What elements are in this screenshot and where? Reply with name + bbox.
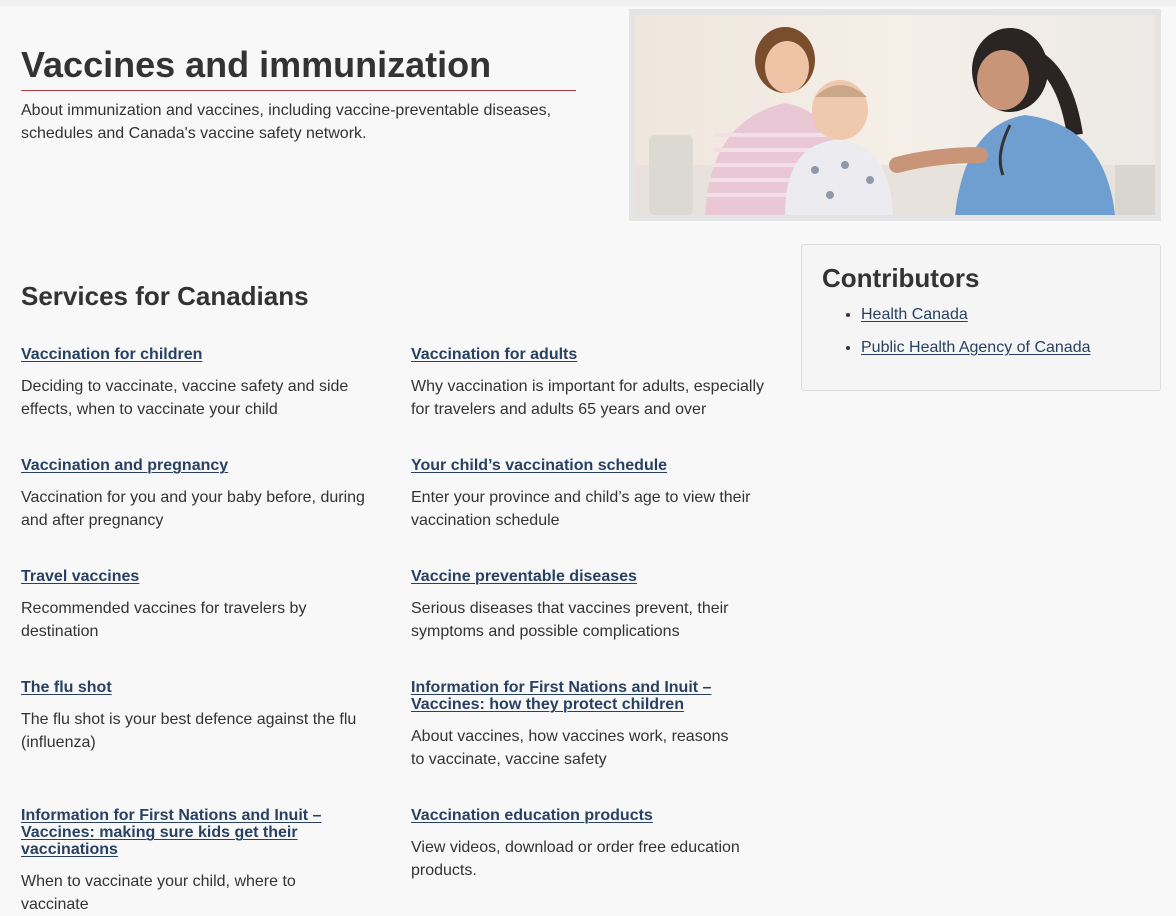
service-vaccination-for-adults (411, 346, 771, 421)
service-description: When to vaccinate your child, where to vaccinate (21, 873, 296, 913)
contributor-item (861, 305, 1090, 325)
page-intro: About immunization and vaccines, including vaccine-preventable diseases, schedules and Canada's vaccine safety network. (21, 102, 552, 142)
service-travel-vaccines (21, 568, 381, 643)
contributor-link-phac[interactable]: Public Health Agency of Canada (861, 339, 1091, 356)
service-link[interactable]: Your child’s vaccination schedule (411, 457, 668, 474)
service-description: About vaccines, how vaccines work, reasons to vaccinate, vaccine safety (411, 728, 729, 768)
contributor-item (861, 338, 1090, 358)
service-link[interactable]: Vaccine preventable diseases (411, 568, 637, 585)
contributors-panel (801, 244, 1161, 391)
service-link[interactable]: Vaccination for adults (411, 346, 578, 363)
service-link[interactable]: The flu shot (21, 679, 112, 696)
service-vaccination-for-children (21, 346, 381, 421)
service-description: Serious diseases that vaccines prevent, their symptoms and possible complications (411, 600, 729, 640)
service-vaccination-education-products (411, 807, 771, 882)
service-description: Recommended vaccines for travelers by destination (21, 600, 307, 640)
service-first-nations-how-vaccines-protect (411, 679, 731, 771)
service-description: Deciding to vaccinate, vaccine safety and side effects, when to vaccinate your child (21, 378, 349, 418)
services-title: Services for Canadians (21, 281, 309, 311)
service-link[interactable]: Vaccination for children (21, 346, 203, 363)
hero-image (635, 15, 1155, 215)
service-vaccination-and-pregnancy (21, 457, 381, 532)
service-link[interactable]: Vaccination education products (411, 807, 653, 824)
service-link[interactable]: Information for First Nations and Inuit – Vaccines: how they protect children (411, 679, 712, 713)
service-flu-shot (21, 679, 381, 754)
service-child-vaccination-schedule (411, 457, 771, 532)
top-strip (0, 0, 1176, 6)
service-first-nations-kids-vaccinations (21, 807, 341, 916)
page-title: Vaccines and immunization (21, 44, 492, 85)
hero-image-frame (629, 9, 1161, 221)
service-vaccine-preventable-diseases (411, 568, 771, 643)
service-description: Why vaccination is important for adults, especially for travelers and adults 65 years and over (411, 378, 765, 418)
contributors-title: Contributors (822, 263, 980, 293)
service-description: Vaccination for you and your baby before, during and after pregnancy (21, 489, 365, 529)
contributors-list (822, 305, 1090, 371)
service-description: View videos, download or order free education products. (411, 839, 740, 879)
service-description: The flu shot is your best defence against the flu (influenza) (21, 711, 357, 751)
title-underline (21, 90, 576, 91)
service-description: Enter your province and child’s age to view their vaccination schedule (411, 489, 751, 529)
contributor-link-health-canada[interactable]: Health Canada (861, 306, 968, 323)
service-link[interactable]: Information for First Nations and Inuit – Vaccines: making sure kids get their vaccinations (21, 807, 322, 858)
service-link[interactable]: Travel vaccines (21, 568, 140, 585)
service-link[interactable]: Vaccination and pregnancy (21, 457, 229, 474)
